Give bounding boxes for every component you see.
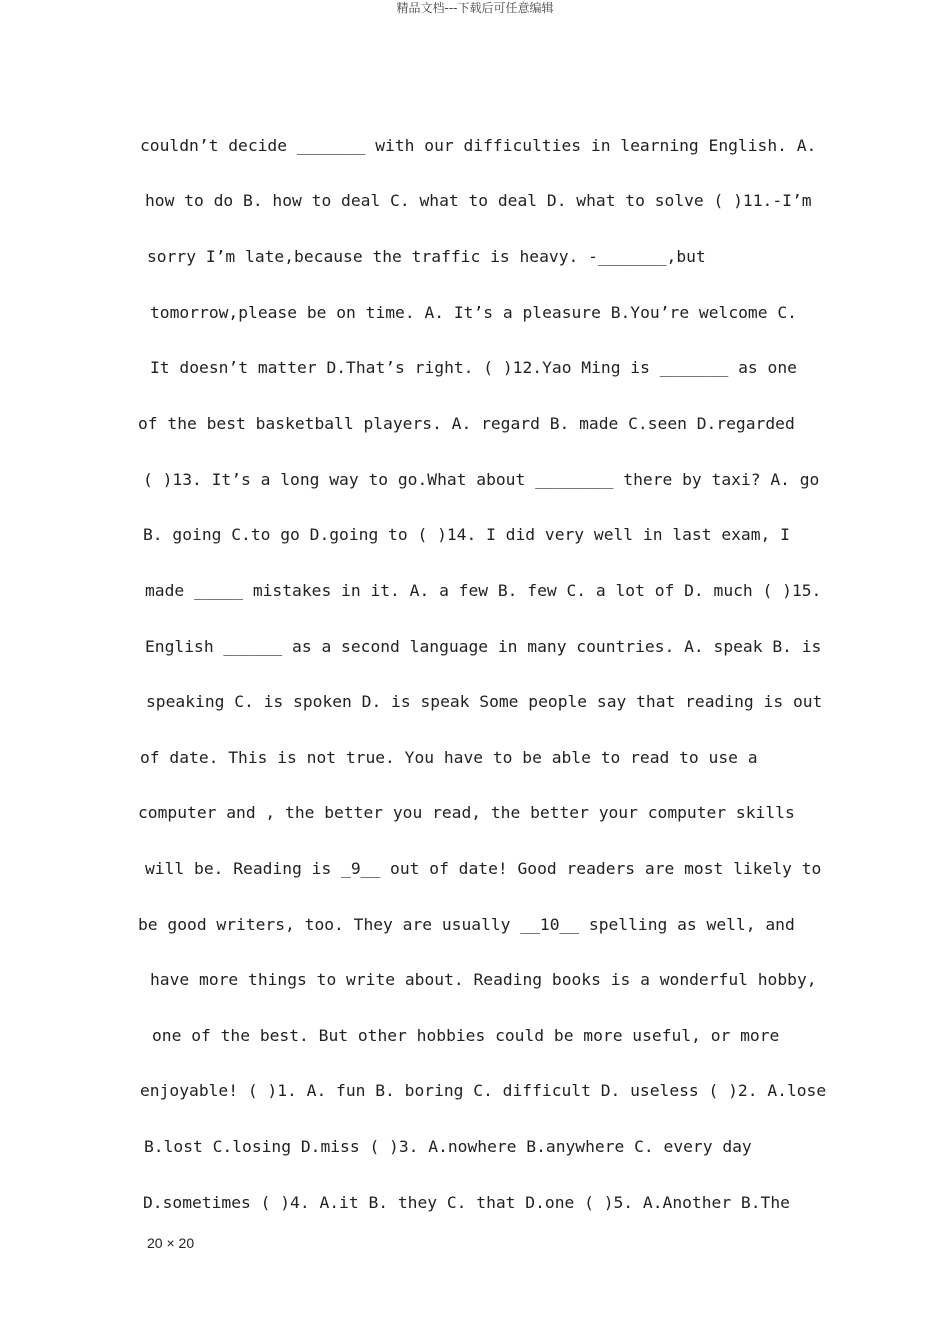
text-line: be good writers, too. They are usually __10__ spelling as well, and [138, 915, 795, 934]
text-line: speaking C. is spoken D. is speak Some people say that reading is out [146, 692, 823, 711]
text-line: couldn’t decide _______ with our difficulties in learning English. A. [140, 136, 817, 155]
text-line: ( )13. It’s a long way to go.What about ________ there by taxi? A. go [143, 470, 820, 489]
text-line: have more things to write about. Reading books is a wonderful hobby, [150, 970, 817, 989]
text-line: sorry I’m late,because the traffic is heavy. -_______,but [147, 247, 706, 266]
text-line: English ______ as a second language in many countries. A. speak B. is [145, 637, 822, 656]
text-line: will be. Reading is _9__ out of date! Good readers are most likely to [145, 859, 822, 878]
text-line: computer and , the better you read, the better your computer skills [138, 803, 795, 822]
text-line: of date. This is not true. You have to be able to read to use a [140, 748, 758, 767]
text-line: of the best basketball players. A. regard B. made C.seen D.regarded [138, 414, 795, 433]
text-line: tomorrow,please be on time. A. It’s a pleasure B.You’re welcome C. [150, 303, 797, 322]
text-line: B. going C.to go D.going to ( )14. I did very well in last exam, I [143, 525, 790, 544]
text-line: D.sometimes ( )4. A.it B. they C. that D.one ( )5. A.Another B.The [143, 1193, 790, 1212]
text-line: enjoyable! ( )1. A. fun B. boring C. difficult D. useless ( )2. A.lose [140, 1081, 827, 1100]
text-line: made _____ mistakes in it. A. a few B. few C. a lot of D. much ( )15. [145, 581, 822, 600]
page-header: 精品文档---下载后可任意编辑 [396, 1, 554, 15]
text-line: It doesn’t matter D.That’s right. ( )12.Yao Ming is _______ as one [150, 358, 797, 377]
text-line: B.lost C.losing D.miss ( )3. A.nowhere B.anywhere C. every day [144, 1137, 752, 1156]
text-line: one of the best. But other hobbies could be more useful, or more [152, 1026, 780, 1045]
text-line: how to do B. how to deal C. what to deal D. what to solve ( )11.-I’m [145, 191, 812, 210]
page-footer-grid-size: 20 × 20 [147, 1235, 195, 1251]
